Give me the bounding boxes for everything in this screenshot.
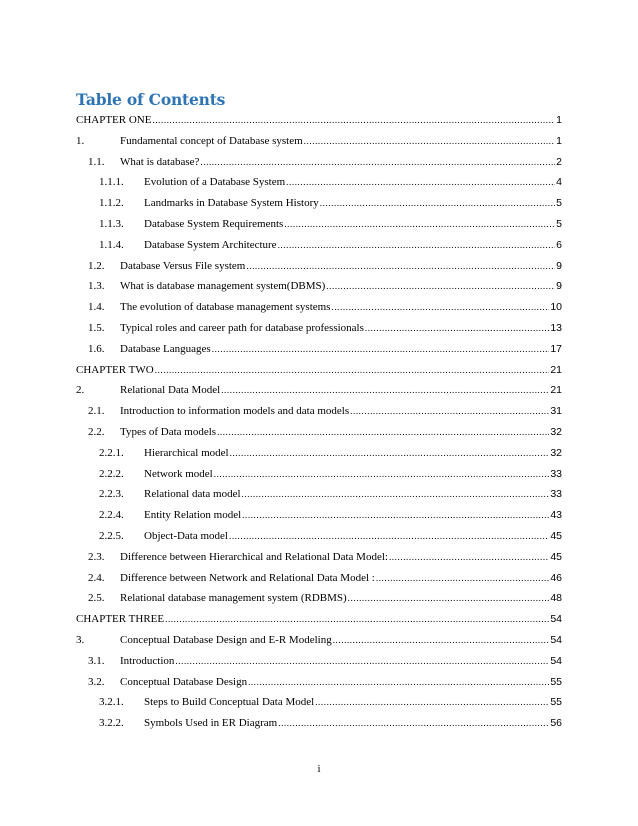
toc-entry-page: 55 [550, 696, 562, 709]
toc-entry-page: 32 [550, 446, 562, 459]
dot-leader [221, 383, 549, 397]
toc-entry-number: 3. [76, 634, 85, 646]
dot-leader [212, 342, 550, 356]
toc-entry-page: 54 [550, 613, 562, 626]
dot-leader [286, 175, 555, 189]
toc-entry-page: 4 [556, 176, 562, 189]
toc-entry-number: 2.2.2. [99, 467, 124, 480]
toc-entry-number: 1. [76, 134, 85, 147]
toc-entry-number: 1.4. [88, 301, 105, 314]
dot-leader [175, 654, 549, 668]
dot-leader [284, 217, 555, 231]
toc-entry[interactable] [88, 404, 562, 418]
dot-leader [152, 113, 555, 127]
dot-leader [331, 300, 549, 314]
toc-entry-label: Database System Architecture [144, 238, 277, 251]
toc-entry[interactable] [76, 383, 562, 397]
toc-entry-label: Introduction [120, 654, 175, 667]
dot-leader [389, 550, 549, 564]
toc-entry[interactable] [88, 571, 562, 585]
dot-leader [155, 363, 550, 377]
toc-chapter-entry[interactable] [76, 363, 562, 377]
dot-leader [348, 591, 550, 605]
toc-entry-page: 10 [550, 301, 562, 314]
toc-entry-label: Symbols Used in ER Diagram [144, 717, 278, 730]
toc-entry-label: Entity Relation model [144, 509, 242, 522]
dot-leader [217, 425, 549, 439]
dot-leader [365, 321, 549, 335]
dot-leader [278, 716, 549, 730]
toc-entry-label: Relational Data Model [120, 384, 221, 397]
toc-entry[interactable] [99, 487, 562, 501]
toc-entry-page: 54 [550, 634, 562, 646]
toc-chapter-entry[interactable] [76, 113, 562, 127]
toc-entry-number: 2.5. [88, 592, 105, 605]
dot-leader [333, 633, 550, 647]
toc-entry-label: Fundamental concept of Database system [120, 134, 303, 147]
toc-entry[interactable] [88, 279, 562, 293]
toc-entry-page: 9 [556, 259, 562, 272]
toc-entry-number: 1.1.1. [99, 176, 124, 189]
toc-entry[interactable] [88, 259, 562, 273]
toc-entry-number: 1.3. [88, 280, 105, 293]
toc-entry[interactable] [88, 550, 562, 564]
toc-entry-label: Conceptual Database Design [120, 675, 248, 688]
dot-leader [165, 612, 549, 626]
toc-entry-label: Hierarchical model [144, 446, 229, 459]
toc-entry-number: 1.1. [88, 155, 105, 168]
dot-leader [304, 134, 555, 148]
toc-entry-number: 2.2.4. [99, 509, 124, 522]
toc-entry[interactable] [76, 134, 562, 148]
toc-entry-label: What is database management system(DBMS) [120, 280, 326, 293]
toc-entry-number: 2. [76, 384, 85, 397]
toc-entry-label: Evolution of a Database System [144, 176, 286, 189]
toc-entry-page: 45 [550, 530, 562, 542]
dot-leader [376, 571, 549, 585]
toc-entry-label: Relational database management system (RDBMS) [120, 592, 347, 605]
toc-entry-page: 33 [550, 467, 562, 480]
toc-entry-page: 9 [556, 280, 562, 293]
toc-entry[interactable] [99, 238, 562, 252]
toc-entry[interactable] [99, 467, 562, 481]
dot-leader [242, 508, 549, 522]
toc-entry[interactable] [88, 425, 562, 439]
toc-entry-number: 2.1. [88, 405, 105, 418]
toc-entry[interactable] [88, 591, 562, 605]
toc-entry-number: 2.2.5. [99, 530, 124, 542]
dot-leader [315, 695, 549, 709]
toc-entry-label: Introduction to information models and data models [120, 405, 350, 418]
toc-entry-label: Types of Data models [120, 426, 217, 438]
dot-leader [242, 487, 550, 501]
dot-leader [278, 238, 556, 252]
toc-entry[interactable] [88, 654, 562, 668]
dot-leader [248, 675, 549, 689]
toc-chapter-entry[interactable] [76, 612, 562, 626]
toc-entry-page: 13 [550, 322, 562, 334]
toc-entry-label: CHAPTER ONE [76, 114, 152, 126]
toc-entry[interactable] [88, 300, 562, 314]
toc-entry[interactable] [88, 321, 562, 335]
toc-entry-label: Database System Requirements [144, 218, 284, 230]
toc-entry-page: 21 [550, 384, 562, 397]
toc-entry-page: 2 [556, 155, 562, 168]
toc-entry[interactable] [99, 716, 562, 730]
toc-entry-label: Database Versus File system [120, 259, 246, 272]
toc-entry-page: 6 [556, 238, 562, 251]
toc-entry-number: 1.5. [88, 322, 105, 334]
toc-entry[interactable] [88, 155, 562, 169]
toc-entry-number: 3.2. [88, 675, 105, 688]
toc-entry-page: 5 [556, 218, 562, 230]
toc-entry[interactable] [88, 675, 562, 689]
toc-entry-label: Typical roles and career path for database professionals [120, 322, 364, 334]
toc-entry-label: Database Languages [120, 342, 211, 355]
toc-entry-page: 17 [550, 342, 562, 355]
dot-leader [200, 155, 555, 169]
toc-entry-page: 56 [550, 717, 562, 730]
toc-entry-number: 2.2.3. [99, 488, 124, 501]
toc-entry-label: Difference between Hierarchical and Relational Data Model: [120, 550, 388, 563]
toc-entry-label: Landmarks in Database System History [144, 197, 319, 210]
toc-entry[interactable] [99, 508, 562, 522]
toc-entry-page: 5 [556, 197, 562, 210]
toc-entry-number: 1.1.2. [99, 197, 124, 210]
toc-entry-page: 21 [550, 363, 562, 376]
dot-leader [320, 196, 555, 210]
toc-entry-page: 46 [550, 571, 562, 584]
toc-entry-page: 1 [556, 134, 562, 147]
toc-entry-page: 1 [556, 114, 562, 126]
toc-entry[interactable] [88, 342, 562, 356]
dot-leader [214, 467, 550, 481]
toc-entry[interactable] [99, 217, 562, 231]
toc-entry-number: 3.2.1. [99, 696, 124, 709]
toc-entry[interactable] [99, 529, 562, 543]
toc-entry-number: 3.1. [88, 654, 105, 667]
toc-entry-page: 55 [550, 675, 562, 688]
toc-entry[interactable] [99, 175, 562, 189]
toc-entry-page: 43 [550, 509, 562, 522]
dot-leader [230, 446, 550, 460]
toc-entry-page: 48 [550, 592, 562, 605]
toc-entry-page: 33 [550, 488, 562, 501]
toc-entry-label: Object-Data model [144, 530, 228, 542]
dot-leader [229, 529, 549, 543]
toc-entry-page: 54 [550, 654, 562, 667]
toc-entry-label: Relational data model [144, 488, 241, 501]
toc-entry-number: 2.2. [88, 426, 105, 438]
toc-entry[interactable] [99, 196, 562, 210]
page-number: i [317, 763, 321, 775]
toc-entry-number: 1.1.3. [99, 218, 124, 230]
dot-leader [326, 279, 555, 293]
toc-entry[interactable] [99, 446, 562, 460]
toc-entry-page: 32 [550, 426, 562, 438]
toc-entry-label: CHAPTER THREE [76, 613, 165, 626]
toc-entry-label: What is database? [120, 155, 200, 168]
toc-entry-label: Network model [144, 467, 213, 480]
toc-entry-number: 2.4. [88, 571, 105, 584]
toc-title: Table of Contents [76, 90, 226, 109]
toc-entry[interactable] [76, 633, 562, 647]
toc-entry-number: 2.2.1. [99, 446, 124, 459]
dot-leader [350, 404, 549, 418]
toc-entry-number: 2.3. [88, 550, 105, 563]
toc-entry-label: Difference between Network and Relational Data Model : [120, 571, 375, 584]
toc-entry-number: 1.1.4. [99, 238, 124, 251]
toc-entry-number: 1.6. [88, 342, 105, 355]
toc-entry-label: Steps to Build Conceptual Data Model [144, 696, 315, 709]
toc-entry-label: CHAPTER TWO [76, 363, 154, 376]
toc-entry[interactable] [99, 695, 562, 709]
toc-entry-page: 31 [550, 405, 562, 418]
toc-entry-number: 3.2.2. [99, 717, 124, 730]
toc-entry-page: 45 [550, 550, 562, 563]
dot-leader [246, 259, 555, 273]
toc-entry-number: 1.2. [88, 259, 105, 272]
toc-entry-label: The evolution of database management systems [120, 301, 331, 314]
toc-entry-label: Conceptual Database Design and E-R Modeling [120, 634, 332, 646]
